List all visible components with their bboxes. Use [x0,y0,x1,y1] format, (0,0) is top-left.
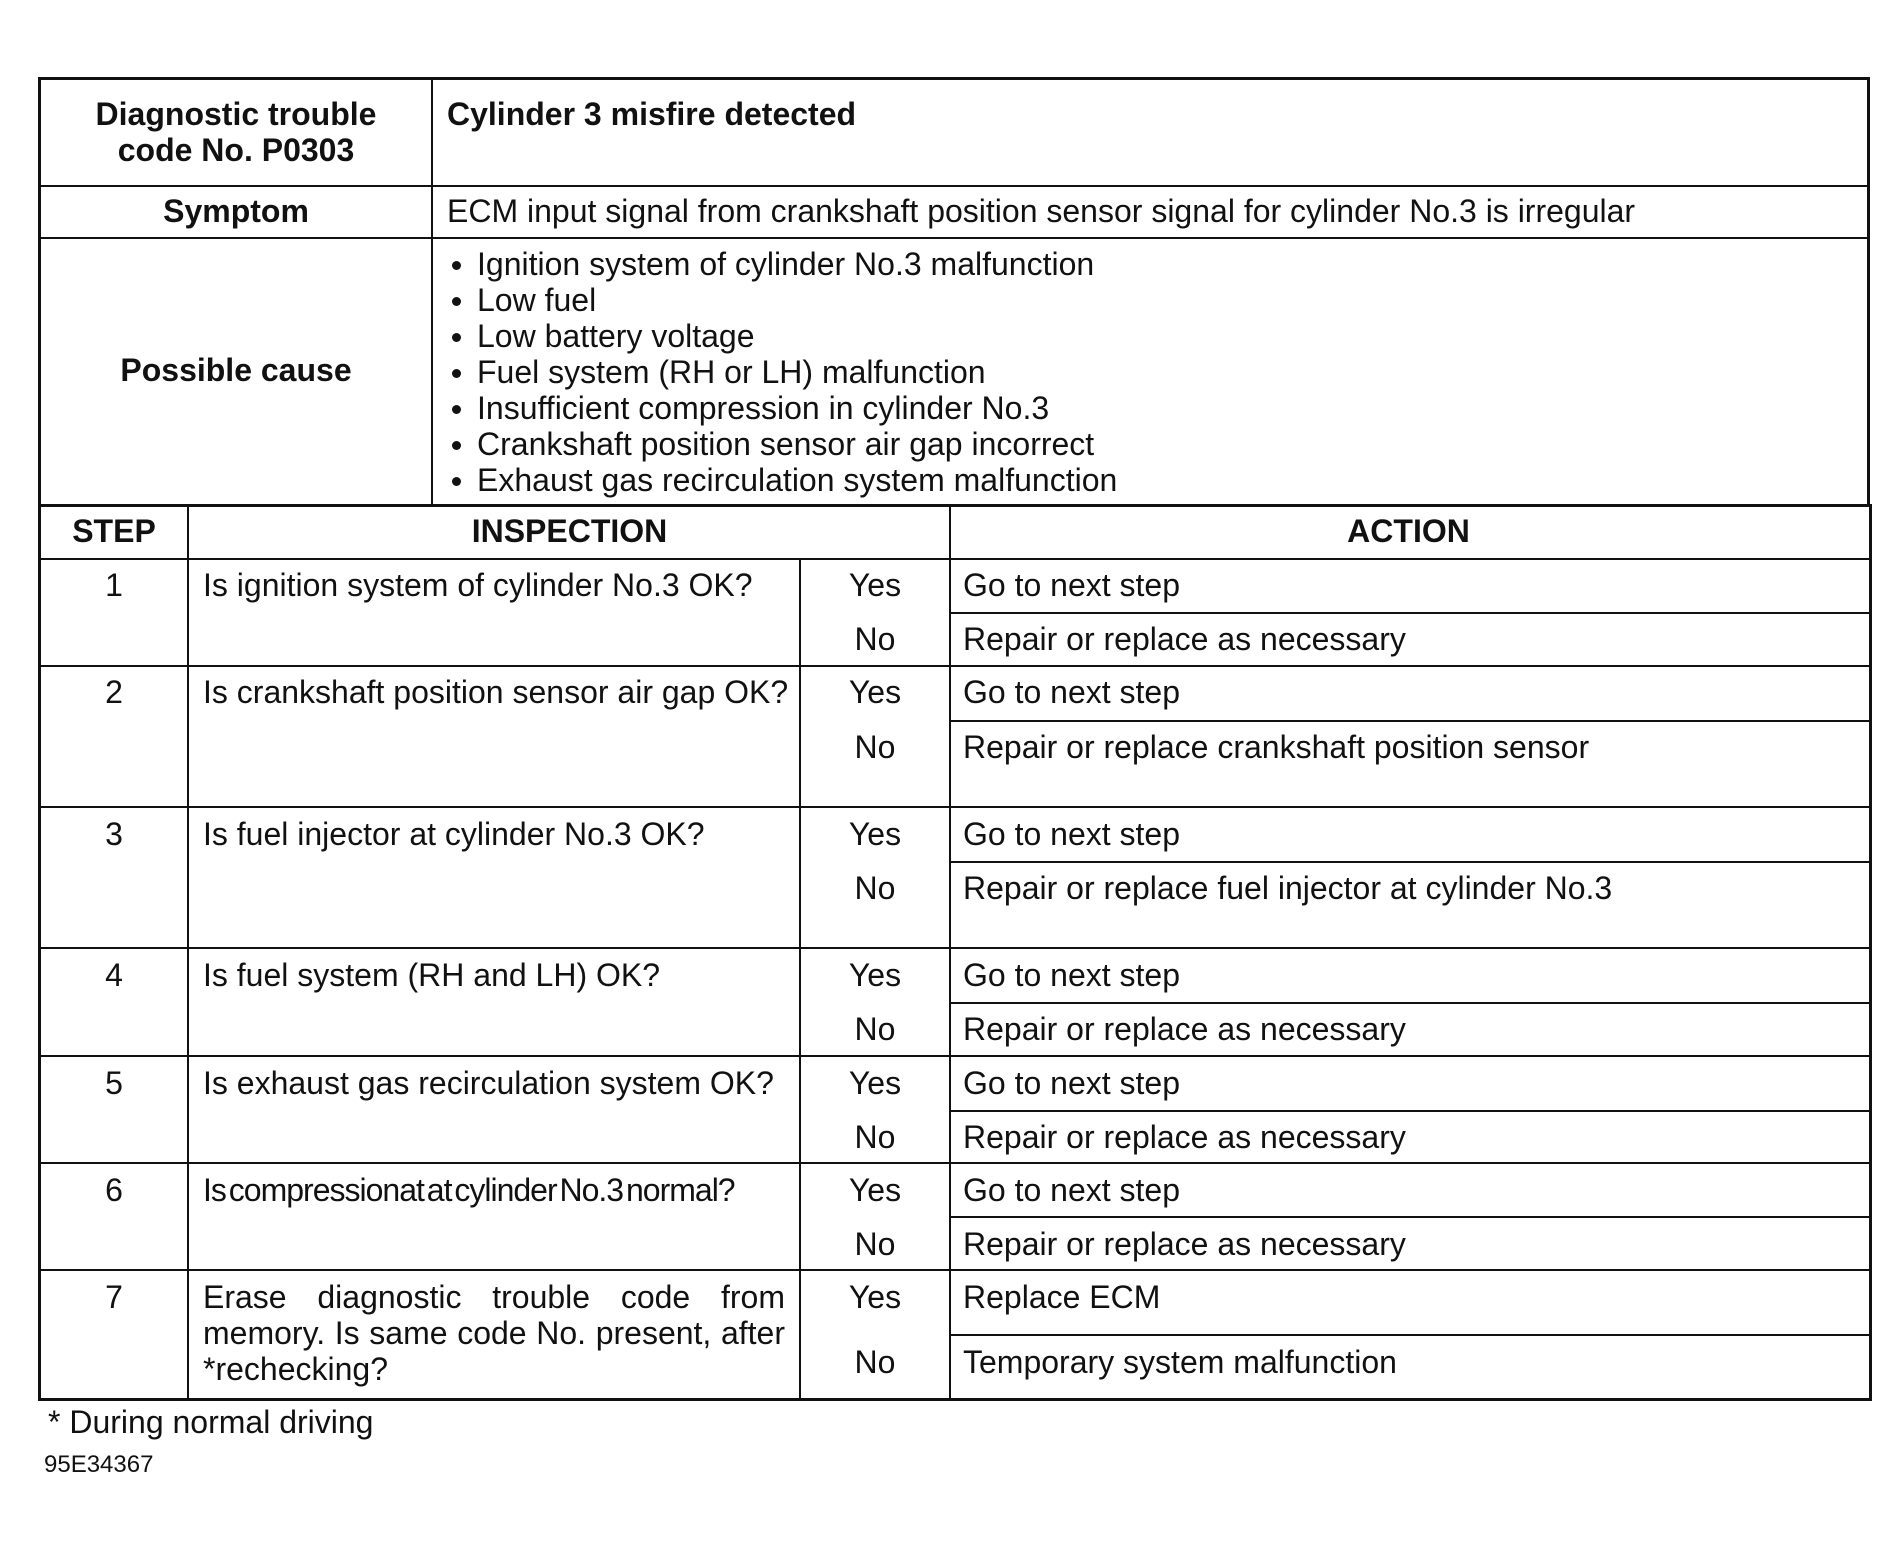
dtc-label-line2: code No. P0303 [117,132,355,168]
table-divider [950,861,1872,863]
action-yes: Go to next step [963,1172,1181,1208]
inspection-question: Is exhaust gas recirculation system OK? [203,1065,774,1101]
answer-no: No [854,1119,896,1155]
possible-cause-list-container [445,246,1117,498]
answer-no: No [854,729,896,765]
possible-cause-item: Fuel system (RH or LH) malfunction [445,354,1117,390]
action-no: Temporary system malfunction [963,1344,1397,1380]
table-divider [950,1110,1872,1112]
answer-no: No [854,1011,896,1047]
table-divider [38,185,1870,187]
dtc-label [40,96,432,168]
dtc-title: Cylinder 3 misfire detected [447,96,857,132]
table-divider [38,504,1872,507]
figure-code: 95E34367 [44,1451,154,1478]
table-divider [38,558,1872,560]
table-border-left [38,77,41,1401]
step-number: 1 [105,567,123,603]
inspection-question: Is crankshaft position sensor air gap OK? [203,674,789,710]
table-divider [950,612,1872,614]
inspection-question: Is fuel system (RH and LH) OK? [203,957,661,993]
table-border-top [38,77,1870,80]
table-divider [950,1002,1872,1004]
step-number: 3 [105,816,123,852]
action-no: Repair or replace as necessary [963,1011,1406,1047]
header-action: ACTION [1347,513,1470,549]
action-yes: Replace ECM [963,1279,1161,1315]
column-divider [187,504,189,1401]
step-number: 2 [105,674,123,710]
table-divider [38,1269,1872,1271]
table-divider [950,1334,1872,1336]
possible-cause-list [445,246,1117,498]
possible-cause-item: Insufficient compression in cylinder No.3 [445,390,1117,426]
answer-yes: Yes [848,567,902,603]
possible-cause-label: Possible cause [120,352,352,388]
answer-yes: Yes [848,1279,902,1315]
answer-yes: Yes [848,1172,902,1208]
answer-no: No [854,621,896,657]
inspection-question: Is compressionat at cylinder No.3 normal? [203,1172,735,1208]
step-number: 5 [105,1065,123,1101]
possible-cause-item: Exhaust gas recirculation system malfunction [445,462,1117,498]
symptom-label: Symptom [163,193,309,229]
possible-cause-item: Low battery voltage [445,318,1117,354]
action-yes: Go to next step [963,1065,1181,1101]
answer-no: No [854,1344,896,1380]
answer-yes: Yes [848,1065,902,1101]
possible-cause-item: Crankshaft position sensor air gap incorrect [445,426,1117,462]
table-divider [38,665,1872,667]
table-divider [38,237,1870,239]
dtc-label-line1: Diagnostic trouble [95,96,377,132]
action-no: Repair or replace fuel injector at cylinder No.3 [963,870,1613,906]
table-divider [38,1055,1872,1057]
possible-cause-item: Low fuel [445,282,1117,318]
table-border-bottom [38,1398,1872,1401]
answer-yes: Yes [848,816,902,852]
action-yes: Go to next step [963,674,1181,710]
action-yes: Go to next step [963,957,1181,993]
table-border-right [1867,77,1870,506]
table-border-right [1869,504,1872,1401]
header-step: STEP [72,513,156,549]
footnote: * During normal driving [48,1404,374,1440]
step-number: 6 [105,1172,123,1208]
table-divider [950,1216,1872,1218]
column-divider [431,77,433,506]
column-divider [949,504,951,1401]
inspection-question: Is ignition system of cylinder No.3 OK? [203,567,753,603]
table-divider [38,1162,1872,1164]
answer-no: No [854,870,896,906]
answer-no: No [854,1226,896,1262]
step-number: 4 [105,957,123,993]
table-divider [950,720,1872,722]
header-inspection: INSPECTION [471,513,668,549]
action-no: Repair or replace as necessary [963,1119,1406,1155]
action-no: Repair or replace as necessary [963,621,1406,657]
table-divider [38,947,1872,949]
step-number: 7 [105,1279,123,1315]
action-no: Repair or replace crankshaft position sensor [963,729,1590,765]
action-yes: Go to next step [963,816,1181,852]
inspection-question: Is fuel injector at cylinder No.3 OK? [203,816,705,852]
action-yes: Go to next step [963,567,1181,603]
answer-yes: Yes [848,957,902,993]
answer-yes: Yes [848,674,902,710]
table-divider [38,806,1872,808]
inspection-question: Erase diagnostic trouble code from memory. Is same code No. present, after *rechecking? [203,1279,785,1387]
action-no: Repair or replace as necessary [963,1226,1406,1262]
possible-cause-item: Ignition system of cylinder No.3 malfunction [445,246,1117,282]
symptom-text: ECM input signal from crankshaft position sensor signal for cylinder No.3 is irregular [447,193,1636,229]
column-divider [799,558,801,1401]
